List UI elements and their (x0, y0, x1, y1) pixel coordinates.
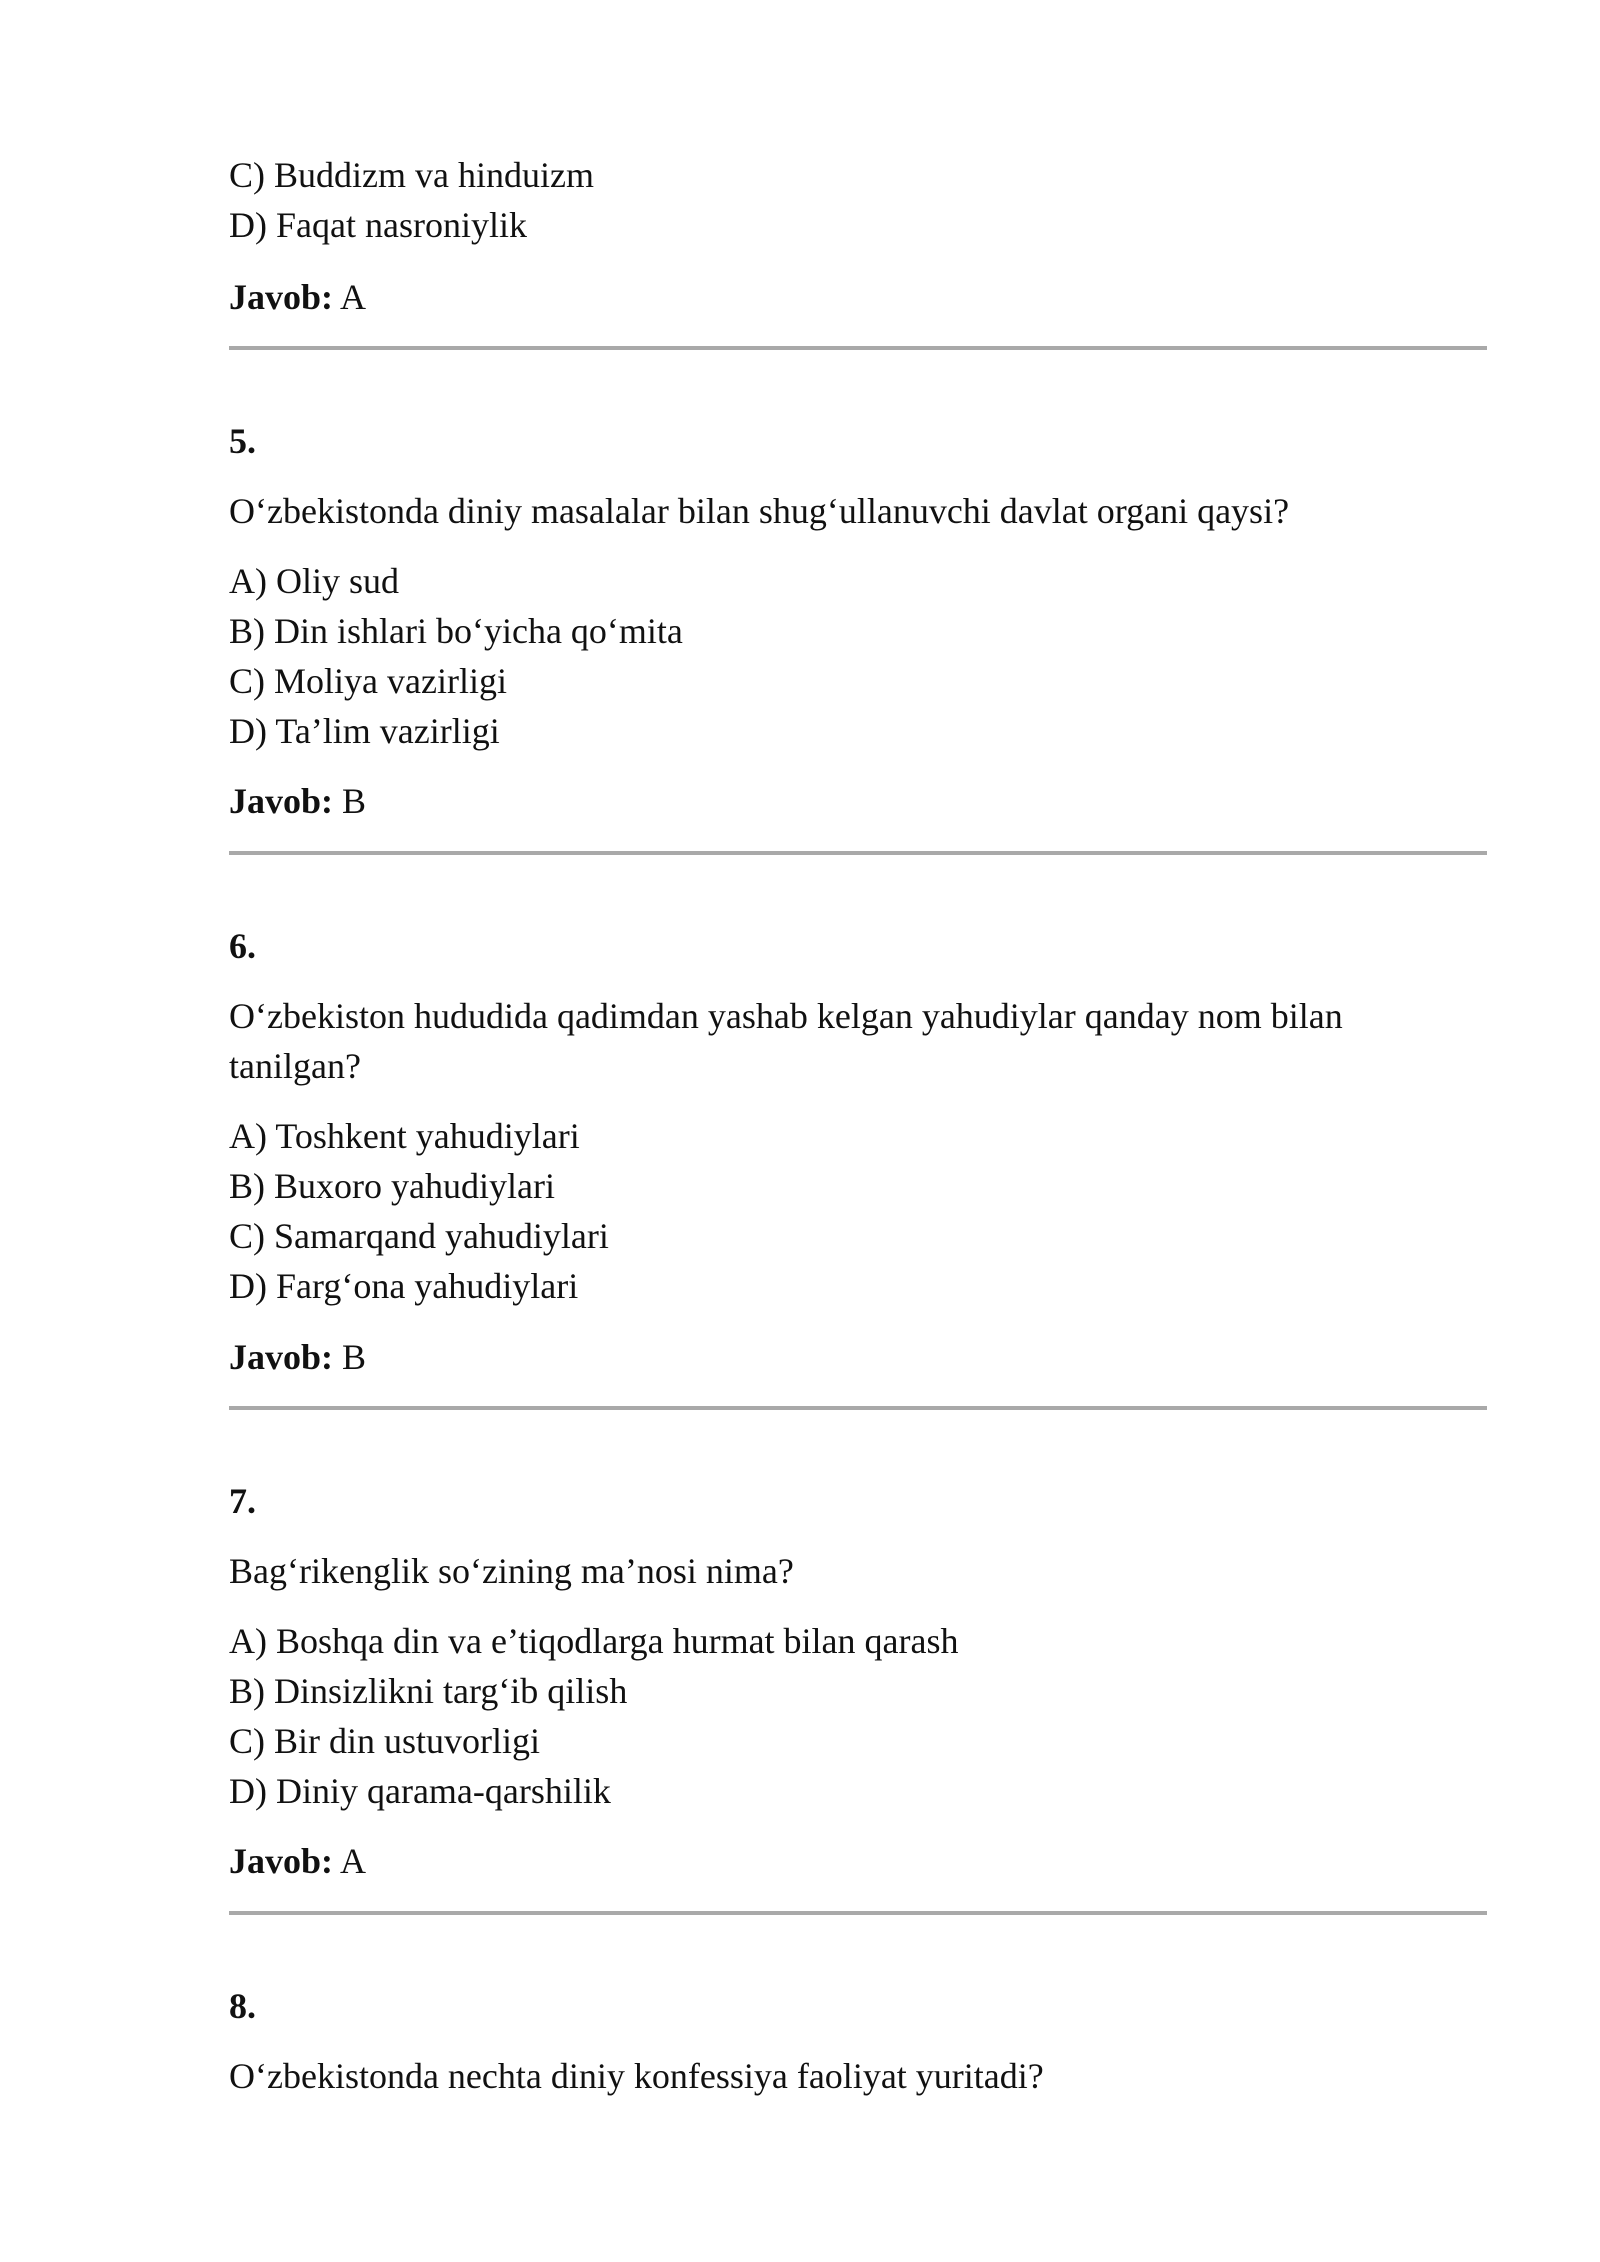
answer-value: B (333, 1337, 367, 1377)
question-number: 6. (229, 926, 256, 966)
option-d: D) Farg‘ona yahudiylari (229, 1266, 579, 1306)
answer-label: Javob: (229, 781, 334, 821)
divider (229, 1911, 1487, 1915)
answer-value: B (333, 781, 367, 821)
question-text: O‘zbekistonda nechta diniy konfessiya faoliyat yuritadi? (229, 2056, 1044, 2096)
option-b: B) Buxoro yahudiylari (229, 1166, 555, 1206)
option-c: C) Buddizm va hinduizm (229, 155, 594, 195)
option-b: B) Din ishlari bo‘yicha qo‘mita (229, 611, 683, 651)
option-c: C) Bir din ustuvorligi (229, 1721, 541, 1761)
question-number: 5. (229, 421, 256, 461)
option-a: A) Toshkent yahudiylari (229, 1116, 580, 1156)
answer-value: A (333, 277, 367, 317)
question-number: 8. (229, 1986, 256, 2026)
option-c: C) Moliya vazirligi (229, 661, 507, 701)
question-text-line2: tanilgan? (229, 1046, 361, 1086)
option-a: A) Boshqa din va e’tiqodlarga hurmat bilan qarash (229, 1621, 959, 1661)
answer-label: Javob: (229, 1841, 334, 1881)
answer-line (229, 1836, 366, 1886)
question-text: O‘zbekistonda diniy masalalar bilan shug‘ullanuvchi davlat organi qaysi? (229, 491, 1290, 531)
option-c: C) Samarqand yahudiylari (229, 1216, 609, 1256)
option-b: B) Dinsizlikni targ‘ib qilish (229, 1671, 628, 1711)
answer-line (229, 776, 366, 826)
answer-label: Javob: (229, 1337, 334, 1377)
question-number: 7. (229, 1481, 256, 1521)
option-d: D) Ta’lim vazirligi (229, 711, 500, 751)
answer-value: A (333, 1841, 367, 1881)
option-d: D) Faqat nasroniylik (229, 205, 527, 245)
answer-line (229, 1332, 366, 1382)
divider (229, 1406, 1487, 1410)
question-text-line1: O‘zbekiston hududida qadimdan yashab kelgan yahudiylar qanday nom bilan (229, 996, 1343, 1036)
option-d: D) Diniy qarama-qarshilik (229, 1771, 611, 1811)
answer-label: Javob: (229, 277, 334, 317)
option-a: A) Oliy sud (229, 561, 399, 601)
answer-line (229, 272, 366, 322)
divider (229, 851, 1487, 855)
question-text: Bag‘rikenglik so‘zining ma’nosi nima? (229, 1551, 794, 1591)
divider (229, 346, 1487, 350)
